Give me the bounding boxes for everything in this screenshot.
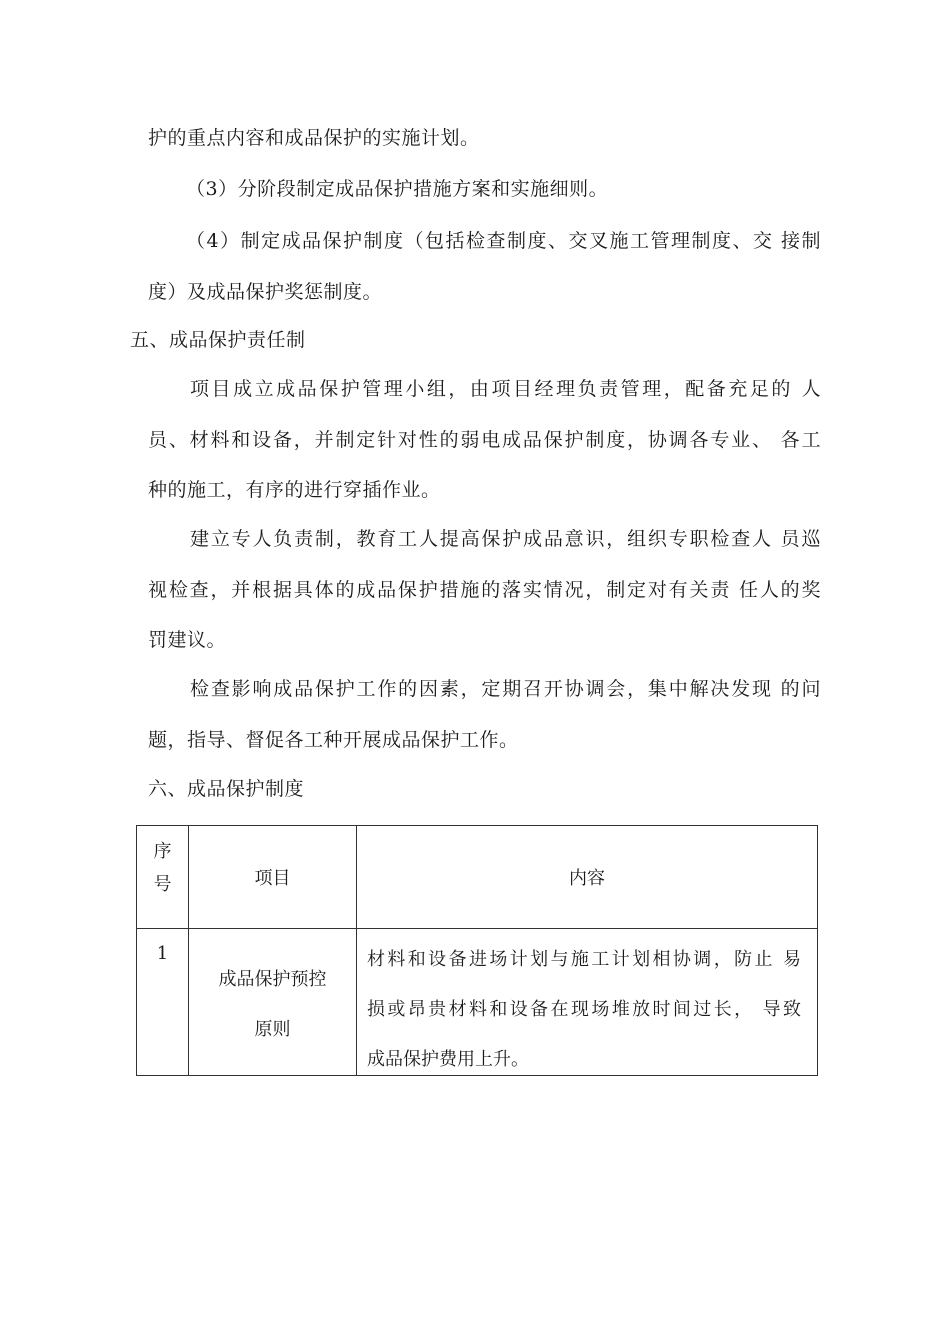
row-item: 成品保护预控 原则 bbox=[189, 929, 357, 1076]
text-line: 建立专人负责制，教育工人提高保护成品意识，组织专职检查人 员巡 bbox=[190, 528, 821, 550]
section-heading: 五、成品保护责任制 bbox=[130, 329, 306, 351]
text-line: （3）分阶段制定成品保护措施方案和实施细则。 bbox=[186, 178, 609, 200]
protection-system-table bbox=[136, 825, 818, 1076]
header-no bbox=[137, 826, 189, 929]
section-heading: 六、成品保护制度 bbox=[148, 778, 305, 800]
table-header-row bbox=[137, 826, 818, 929]
table-row bbox=[137, 929, 818, 1076]
text-line: 项目成立成品保护管理小组，由项目经理负责管理，配备充足的 人 bbox=[190, 378, 821, 400]
text-line: 种的施工，有序的进行穿插作业。 bbox=[148, 479, 441, 501]
header-no-line: 序 bbox=[153, 841, 172, 862]
text-line: （4）制定成品保护制度（包括检查制度、交叉施工管理制度、交 接制 bbox=[186, 230, 821, 252]
row-no: 1 bbox=[137, 929, 189, 1076]
text-line: 护的重点内容和成品保护的实施计划。 bbox=[148, 127, 480, 149]
text-line: 视检查，并根据具体的成品保护措施的落实情况，制定对有关责 任人的奖 bbox=[148, 579, 821, 601]
text-line: 题，指导、督促各工种开展成品保护工作。 bbox=[148, 729, 519, 751]
header-item: 项目 bbox=[189, 826, 357, 929]
text-line: 检查影响成品保护工作的因素，定期召开协调会，集中解决发现 的问 bbox=[190, 678, 821, 700]
text-line: 罚建议。 bbox=[148, 629, 227, 651]
text-line: 员、材料和设备，并制定针对性的弱电成品保护制度，协调各专业、 各工 bbox=[148, 429, 821, 451]
header-content: 内容 bbox=[357, 826, 818, 929]
header-no-line: 号 bbox=[153, 874, 172, 895]
text-line: 度）及成品保护奖惩制度。 bbox=[148, 281, 383, 303]
row-content: 材料和设备进场计划与施工计划相协调，防止 易 损或昂贵材料和设备在现场堆放时间过长， 导致 成品保护费用上升。 bbox=[357, 929, 818, 1076]
